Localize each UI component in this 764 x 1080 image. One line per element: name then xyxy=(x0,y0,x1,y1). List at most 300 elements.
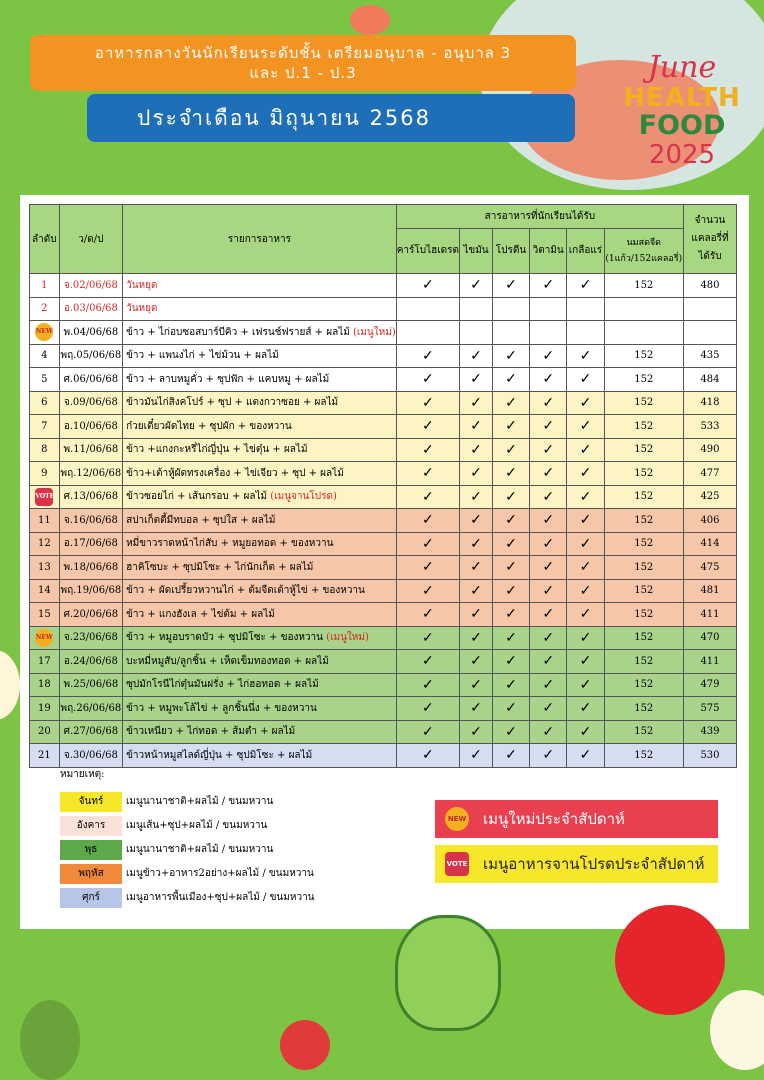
cell-no: 19 xyxy=(30,697,60,721)
check-vitamin: ✓ xyxy=(530,532,567,556)
table-row xyxy=(30,744,737,768)
check-fat: ✓ xyxy=(460,438,493,462)
menu-text: ข้าว + แพนงไก่ + ไข่ม้วน + ผลไม้ xyxy=(126,350,279,362)
col-no: ลำดับ xyxy=(30,205,60,274)
cell-milk: 152 xyxy=(604,650,683,674)
menu-text: ข้าว+เต้าหู้ผัดทรงเครื่อง + ไข่เจียว + ซุป + ผลไม้ xyxy=(126,467,344,479)
cell-menu xyxy=(123,321,397,345)
cell-calories: 414 xyxy=(683,532,736,556)
cell-milk: 152 xyxy=(604,415,683,439)
cell-menu xyxy=(123,720,397,744)
check-carb: ✓ xyxy=(396,673,459,697)
cell-menu xyxy=(123,344,397,368)
check-vitamin: ✓ xyxy=(530,485,567,509)
cell-milk: 152 xyxy=(604,438,683,462)
check-vitamin: ✓ xyxy=(530,720,567,744)
cell-menu xyxy=(123,532,397,556)
cell-calories xyxy=(683,321,736,345)
legend-text: เมนูนานาชาติ+ผลไม้ / ขนมหวาน xyxy=(126,844,274,855)
cell-date: ศ.06/06/68 xyxy=(59,368,122,392)
check-fat: ✓ xyxy=(460,485,493,509)
legend-text: เมนูเส้น+ซุป+ผลไม้ / ขนมหวาน xyxy=(126,820,268,831)
table-row xyxy=(30,579,737,603)
cell-milk: 152 xyxy=(604,485,683,509)
check-mineral: ✓ xyxy=(567,720,604,744)
menu-text: หมี่ขาวราดหน้าไก่สับ + หมูยอทอด + ของหวาน xyxy=(126,538,334,550)
check-mineral: ✓ xyxy=(567,391,604,415)
check-vitamin: ✓ xyxy=(530,650,567,674)
col-calories: จำนวนแคลอรี่ที่ได้รับ xyxy=(683,205,736,274)
check-fat: ✓ xyxy=(460,603,493,627)
cell-calories: 411 xyxy=(683,650,736,674)
check-fat: ✓ xyxy=(460,579,493,603)
legend-day: จันทร์ xyxy=(60,792,122,812)
menu-text: ข้าวเหนียว + ไก่ทอด + ส้มตำ + ผลไม้ xyxy=(126,726,296,738)
check-vitamin: ✓ xyxy=(530,509,567,533)
table-row xyxy=(30,650,737,674)
check-protein: ✓ xyxy=(492,344,529,368)
table-row xyxy=(30,438,737,462)
check-mineral: ✓ xyxy=(567,626,604,650)
background-decoration xyxy=(20,1000,80,1080)
cell-calories xyxy=(683,297,736,321)
cell-no xyxy=(30,321,60,345)
check-mineral: ✓ xyxy=(567,744,604,768)
cell-date: พฤ.19/06/68 xyxy=(59,579,122,603)
cell-milk: 152 xyxy=(604,626,683,650)
check-protein: ✓ xyxy=(492,509,529,533)
table-row xyxy=(30,391,737,415)
menu-text: ข้าว + หมูอบราดบัว + ซุปมิโซะ + ของหวาน xyxy=(126,632,327,644)
cell-calories: 411 xyxy=(683,603,736,627)
cell-calories: 418 xyxy=(683,391,736,415)
legend-text: เมนูข้าว+อาหาร2อย่าง+ผลไม้ / ขนมหวาน xyxy=(126,868,314,879)
check-protein: ✓ xyxy=(492,368,529,392)
cell-no: 4 xyxy=(30,344,60,368)
page-title xyxy=(30,35,576,91)
cell-milk: 152 xyxy=(604,603,683,627)
menu-text: วันหยุด xyxy=(126,303,158,315)
check-carb: ✓ xyxy=(396,697,459,721)
legend-day: พฤหัส xyxy=(60,864,122,884)
cell-date: จ.09/06/68 xyxy=(59,391,122,415)
check-carb: ✓ xyxy=(396,438,459,462)
check-carb: ✓ xyxy=(396,368,459,392)
logo-line-3: FOOD xyxy=(638,110,726,141)
cell-menu xyxy=(123,274,397,298)
cell-date: พ.11/06/68 xyxy=(59,438,122,462)
check-carb: ✓ xyxy=(396,415,459,439)
cell-calories: 470 xyxy=(683,626,736,650)
check-fat: ✓ xyxy=(460,462,493,486)
col-nutrients: สารอาหารที่นักเรียนได้รับ xyxy=(396,205,683,229)
check-vitamin xyxy=(530,297,567,321)
check-fat: ✓ xyxy=(460,673,493,697)
cell-calories: 484 xyxy=(683,368,736,392)
check-carb: ✓ xyxy=(396,556,459,580)
check-mineral: ✓ xyxy=(567,368,604,392)
cell-date: พ.18/06/68 xyxy=(59,556,122,580)
check-protein: ✓ xyxy=(492,626,529,650)
menu-text: ข้าวหน้าหมูสไลด์ญี่ปุ่น + ซุปมิโซะ + ผลไม้ xyxy=(126,749,313,761)
table-row xyxy=(30,556,737,580)
table-body xyxy=(30,274,737,768)
cell-calories: 479 xyxy=(683,673,736,697)
cell-date: ศ.13/06/68 xyxy=(59,485,122,509)
cell-no: 2 xyxy=(30,297,60,321)
menu-text: บะหมี่หมูสับ/ลูกชิ้น + เห็ดเข็มทองทอด + ผลไม้ xyxy=(126,655,329,667)
cell-no: 1 xyxy=(30,274,60,298)
cell-no: 5 xyxy=(30,368,60,392)
cell-calories: 481 xyxy=(683,579,736,603)
cell-menu xyxy=(123,603,397,627)
check-vitamin: ✓ xyxy=(530,556,567,580)
check-mineral: ✓ xyxy=(567,415,604,439)
cell-milk: 152 xyxy=(604,697,683,721)
cell-milk: 152 xyxy=(604,579,683,603)
cell-menu xyxy=(123,391,397,415)
menu-panel xyxy=(20,195,749,929)
cell-milk: 152 xyxy=(604,344,683,368)
table-row xyxy=(30,485,737,509)
cell-no: 12 xyxy=(30,532,60,556)
col-mineral: เกลือแร่ xyxy=(567,228,604,273)
key-vote-menu xyxy=(435,845,718,883)
cell-date: อ.03/06/68 xyxy=(59,297,122,321)
cell-date: พฤ.26/06/68 xyxy=(59,697,122,721)
menu-text: ข้าว + หมูพะโล้ไข่ + ลูกชิ้นนึ่ง + ของหวาน xyxy=(126,702,317,714)
title-line-2: และ ป.1 - ป.3 xyxy=(249,64,357,82)
cell-milk: 152 xyxy=(604,556,683,580)
check-fat: ✓ xyxy=(460,509,493,533)
check-fat: ✓ xyxy=(460,415,493,439)
cell-menu xyxy=(123,626,397,650)
check-vitamin: ✓ xyxy=(530,697,567,721)
check-mineral: ✓ xyxy=(567,673,604,697)
check-vitamin: ✓ xyxy=(530,391,567,415)
cell-date: อ.24/06/68 xyxy=(59,650,122,674)
cell-calories: 480 xyxy=(683,274,736,298)
cell-menu xyxy=(123,297,397,321)
cell-milk xyxy=(604,321,683,345)
check-fat: ✓ xyxy=(460,697,493,721)
apple-mascot-icon xyxy=(615,905,725,1015)
check-mineral: ✓ xyxy=(567,274,604,298)
cell-calories: 435 xyxy=(683,344,736,368)
check-fat: ✓ xyxy=(460,626,493,650)
menu-text: ข้าว +แกงกะหรี่ไก่ญี่ปุ่น + ไข่ตุ๋น + ผลไม้ xyxy=(126,444,308,456)
cell-calories: 575 xyxy=(683,697,736,721)
menu-text: ข้าว + ผัดเปรี้ยวหวานไก่ + ต้มจืดเต้าหู้ไข่ + ของหวาน xyxy=(126,585,365,597)
check-carb: ✓ xyxy=(396,626,459,650)
check-mineral xyxy=(567,297,604,321)
table-row xyxy=(30,720,737,744)
logo-line-2: HEALTH xyxy=(623,83,741,113)
cell-calories: 477 xyxy=(683,462,736,486)
cell-menu xyxy=(123,650,397,674)
check-carb: ✓ xyxy=(396,532,459,556)
menu-text: ข้าว + แกงฮังเล + ไข่ต้ม + ผลไม้ xyxy=(126,608,275,620)
menu-text: ฮาคิโซบะ + ซุปมิโซะ + ไก่นักเก็ต + ผลไม้ xyxy=(126,561,314,573)
check-mineral: ✓ xyxy=(567,650,604,674)
check-fat: ✓ xyxy=(460,368,493,392)
cell-menu xyxy=(123,579,397,603)
cell-calories: 475 xyxy=(683,556,736,580)
cell-date: ศ.20/06/68 xyxy=(59,603,122,627)
cell-milk: 152 xyxy=(604,509,683,533)
cell-menu xyxy=(123,485,397,509)
cell-date: ศ.27/06/68 xyxy=(59,720,122,744)
check-fat: ✓ xyxy=(460,274,493,298)
table-row xyxy=(30,603,737,627)
check-protein: ✓ xyxy=(492,462,529,486)
cell-menu xyxy=(123,415,397,439)
check-protein: ✓ xyxy=(492,556,529,580)
legend-text: เมนูอาหารพื้นเมือง+ซุป+ผลไม้ / ขนมหวาน xyxy=(126,892,315,903)
cell-milk: 152 xyxy=(604,391,683,415)
menu-text: ข้าวซอยไก่ + เส้นกรอบ + ผลไม้ xyxy=(126,491,271,503)
check-vitamin: ✓ xyxy=(530,579,567,603)
check-protein: ✓ xyxy=(492,720,529,744)
cell-milk: 152 xyxy=(604,720,683,744)
check-protein xyxy=(492,321,529,345)
cell-date: พ.25/06/68 xyxy=(59,673,122,697)
cell-milk: 152 xyxy=(604,744,683,768)
check-protein: ✓ xyxy=(492,650,529,674)
check-vitamin: ✓ xyxy=(530,344,567,368)
table-row xyxy=(30,297,737,321)
check-mineral: ✓ xyxy=(567,556,604,580)
check-fat: ✓ xyxy=(460,391,493,415)
check-mineral: ✓ xyxy=(567,579,604,603)
key-new-menu xyxy=(435,800,718,838)
health-food-logo xyxy=(612,52,752,182)
check-mineral: ✓ xyxy=(567,462,604,486)
cell-menu xyxy=(123,438,397,462)
cell-menu xyxy=(123,556,397,580)
cell-no: 8 xyxy=(30,438,60,462)
month-label: ประจำเดือน มิถุนายน 2568 xyxy=(87,94,575,142)
table-row xyxy=(30,274,737,298)
cell-no: 14 xyxy=(30,579,60,603)
menu-text: วันหยุด xyxy=(126,279,158,291)
cell-calories: 425 xyxy=(683,485,736,509)
check-mineral xyxy=(567,321,604,345)
check-carb: ✓ xyxy=(396,485,459,509)
check-fat: ✓ xyxy=(460,556,493,580)
vote-heart-icon: VOTE xyxy=(445,852,469,876)
check-mineral: ✓ xyxy=(567,697,604,721)
check-carb: ✓ xyxy=(396,720,459,744)
table-row xyxy=(30,673,737,697)
check-carb: ✓ xyxy=(396,744,459,768)
cell-date: พฤ.05/06/68 xyxy=(59,344,122,368)
cell-menu xyxy=(123,744,397,768)
check-mineral: ✓ xyxy=(567,438,604,462)
check-protein: ✓ xyxy=(492,438,529,462)
check-vitamin: ✓ xyxy=(530,673,567,697)
background-decoration xyxy=(280,1020,330,1070)
cell-calories: 490 xyxy=(683,438,736,462)
cell-menu xyxy=(123,697,397,721)
background-decoration xyxy=(710,990,764,1070)
check-fat: ✓ xyxy=(460,532,493,556)
check-vitamin xyxy=(530,321,567,345)
col-date: ว/ด/ป xyxy=(59,205,122,274)
cell-menu xyxy=(123,509,397,533)
check-fat: ✓ xyxy=(460,720,493,744)
cell-menu xyxy=(123,462,397,486)
logo-line-1: June xyxy=(647,50,717,85)
check-protein: ✓ xyxy=(492,603,529,627)
check-protein: ✓ xyxy=(492,485,529,509)
check-mineral: ✓ xyxy=(567,509,604,533)
cell-date: จ.23/06/68 xyxy=(59,626,122,650)
menu-note: (เมนูใหม่) xyxy=(353,326,396,338)
table-row xyxy=(30,415,737,439)
cell-milk: 152 xyxy=(604,462,683,486)
table-row xyxy=(30,532,737,556)
check-carb xyxy=(396,321,459,345)
vote-heart-icon: VOTE xyxy=(35,488,53,506)
cell-milk: 152 xyxy=(604,274,683,298)
check-vitamin: ✓ xyxy=(530,603,567,627)
cell-date: พ.04/06/68 xyxy=(59,321,122,345)
legend-title: หมายเหตุ: xyxy=(60,769,105,780)
menu-text: ข้าว + ไก่อบซอสบาร์บีคิว + เฟรนช์ฟรายส์ + ผลไม้ xyxy=(126,326,353,338)
legend-text: เมนูนานาชาติ+ผลไม้ / ขนมหวาน xyxy=(126,796,274,807)
col-protein: โปรตีน xyxy=(492,228,529,273)
check-protein: ✓ xyxy=(492,744,529,768)
cell-milk: 152 xyxy=(604,673,683,697)
check-protein: ✓ xyxy=(492,415,529,439)
check-vitamin: ✓ xyxy=(530,744,567,768)
check-protein xyxy=(492,297,529,321)
cell-milk xyxy=(604,297,683,321)
table-header-row xyxy=(30,205,737,229)
cell-date: อ.17/06/68 xyxy=(59,532,122,556)
col-vitamin: วิตามิน xyxy=(530,228,567,273)
check-carb: ✓ xyxy=(396,274,459,298)
menu-note: (เมนูใหม่) xyxy=(326,632,369,644)
check-carb: ✓ xyxy=(396,509,459,533)
check-mineral: ✓ xyxy=(567,603,604,627)
menu-text: ก๋วยเตี๋ยวผัดไทย + ซุปผัก + ของหวาน xyxy=(126,420,292,432)
new-badge-icon: NEW xyxy=(445,807,469,831)
check-mineral: ✓ xyxy=(567,532,604,556)
cell-no: 7 xyxy=(30,415,60,439)
check-fat: ✓ xyxy=(460,650,493,674)
check-protein: ✓ xyxy=(492,532,529,556)
cell-no: 9 xyxy=(30,462,60,486)
menu-text: สปาเก็ตตี้มีทบอล + ซุปใส + ผลไม้ xyxy=(126,514,276,526)
cell-date: จ.02/06/68 xyxy=(59,274,122,298)
title-line-1: อาหารกลางวันนักเรียนระดับชั้น เตรียมอนุบาล - อนุบาล 3 xyxy=(94,44,512,62)
menu-note: (เมนูจานโปรด) xyxy=(270,491,337,503)
table-row xyxy=(30,462,737,486)
check-protein: ✓ xyxy=(492,697,529,721)
cell-no xyxy=(30,485,60,509)
cell-no: 20 xyxy=(30,720,60,744)
cell-no: 15 xyxy=(30,603,60,627)
table-row xyxy=(30,321,737,345)
background-decoration xyxy=(350,5,390,35)
cell-date: จ.16/06/68 xyxy=(59,509,122,533)
cell-date: อ.10/06/68 xyxy=(59,415,122,439)
cell-date: พฤ.12/06/68 xyxy=(59,462,122,486)
new-badge-icon: NEW xyxy=(35,629,53,647)
check-carb: ✓ xyxy=(396,603,459,627)
check-carb: ✓ xyxy=(396,579,459,603)
check-vitamin: ✓ xyxy=(530,274,567,298)
check-carb xyxy=(396,297,459,321)
check-mineral: ✓ xyxy=(567,485,604,509)
table-row xyxy=(30,509,737,533)
check-protein: ✓ xyxy=(492,391,529,415)
check-fat xyxy=(460,297,493,321)
table-row xyxy=(30,344,737,368)
cell-menu xyxy=(123,368,397,392)
check-carb: ✓ xyxy=(396,391,459,415)
key-new-label: เมนูใหม่ประจำสัปดาห์ xyxy=(483,810,625,828)
cell-date: จ.30/06/68 xyxy=(59,744,122,768)
legend-day: อังคาร xyxy=(60,816,122,836)
logo-line-4: 2025 xyxy=(648,140,716,170)
check-vitamin: ✓ xyxy=(530,368,567,392)
check-carb: ✓ xyxy=(396,650,459,674)
cell-no: 21 xyxy=(30,744,60,768)
check-mineral: ✓ xyxy=(567,344,604,368)
cell-menu xyxy=(123,673,397,697)
cell-calories: 406 xyxy=(683,509,736,533)
check-protein: ✓ xyxy=(492,579,529,603)
menu-text: ซุปมักโรนีไก่ตุ๋นมันฝรั่ง + ไก่ฮอทอด + ผลไม้ xyxy=(126,679,319,691)
cell-no: 11 xyxy=(30,509,60,533)
menu-text: ข้าวมันไก่สิงคโปร์ + ซุป + แตงกวาซอย + ผลไม้ xyxy=(126,397,339,409)
check-fat: ✓ xyxy=(460,744,493,768)
col-menu: รายการอาหาร xyxy=(123,205,397,274)
cell-no: 13 xyxy=(30,556,60,580)
cell-no: 17 xyxy=(30,650,60,674)
check-fat: ✓ xyxy=(460,344,493,368)
cell-calories: 439 xyxy=(683,720,736,744)
check-vitamin: ✓ xyxy=(530,462,567,486)
cell-calories: 530 xyxy=(683,744,736,768)
key-vote-label: เมนูอาหารจานโปรดประจำสัปดาห์ xyxy=(483,855,705,873)
menu-text: ข้าว + ลาบหมูคั่ว + ซุปฟัก + แคบหมู + ผลไม้ xyxy=(126,373,330,385)
cell-no: 6 xyxy=(30,391,60,415)
check-vitamin: ✓ xyxy=(530,626,567,650)
table-row xyxy=(30,697,737,721)
menu-table xyxy=(29,204,737,768)
cell-calories: 533 xyxy=(683,415,736,439)
check-protein: ✓ xyxy=(492,274,529,298)
cell-no: 18 xyxy=(30,673,60,697)
legend-day: ศุกร์ xyxy=(60,888,122,908)
cell-milk: 152 xyxy=(604,368,683,392)
check-fat xyxy=(460,321,493,345)
check-protein: ✓ xyxy=(492,673,529,697)
check-carb: ✓ xyxy=(396,344,459,368)
col-fat: ไขมัน xyxy=(460,228,493,273)
new-badge-icon: NEW xyxy=(35,323,53,341)
legend-day: พุธ xyxy=(60,840,122,860)
cell-milk: 152 xyxy=(604,532,683,556)
check-vitamin: ✓ xyxy=(530,438,567,462)
background-decoration xyxy=(0,650,20,720)
table-row xyxy=(30,368,737,392)
cell-no xyxy=(30,626,60,650)
